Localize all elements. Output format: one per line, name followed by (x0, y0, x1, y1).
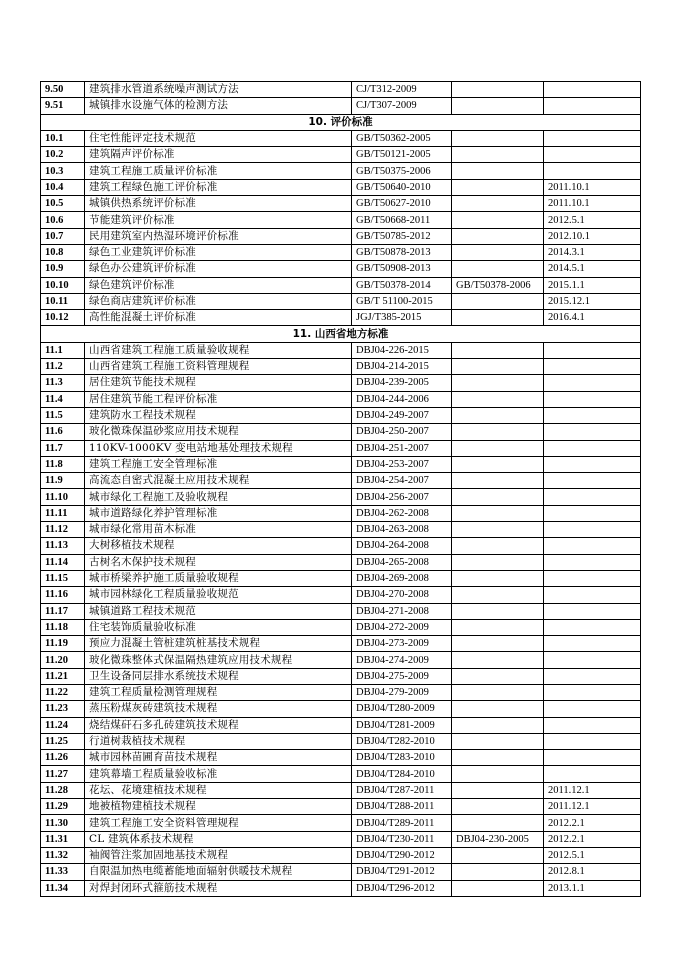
standard-number: 10.8 (41, 244, 85, 260)
table-row (41, 228, 641, 244)
standard-code: DBJ04-274-2009 (352, 652, 452, 668)
standards-table-body (41, 82, 641, 897)
effective-date (544, 456, 641, 472)
standard-number: 11.15 (41, 570, 85, 586)
table-row (41, 733, 641, 749)
standard-code: GB/T50378-2014 (352, 277, 452, 293)
standard-code: CJ/T307-2009 (352, 98, 452, 114)
standard-title: 古树名木保护技术规程 (85, 554, 352, 570)
standard-code: DBJ04-271-2008 (352, 603, 452, 619)
standard-code: DBJ04-250-2007 (352, 424, 452, 440)
standard-number: 11.25 (41, 733, 85, 749)
effective-date (544, 538, 641, 554)
standard-title: 110KV-1000KV 变电站地基处理技术规程 (85, 440, 352, 456)
standard-title: 高性能混凝土评价标准 (85, 310, 352, 326)
section-header-row (41, 114, 641, 130)
replaced-standard (452, 570, 544, 586)
standard-code: DBJ04-273-2009 (352, 636, 452, 652)
effective-date (544, 342, 641, 358)
standard-title: 袖阀管注浆加固地基技术规程 (85, 847, 352, 863)
effective-date (544, 424, 641, 440)
standard-code: DBJ04-262-2008 (352, 505, 452, 521)
replaced-standard (452, 407, 544, 423)
effective-date: 2011.12.1 (544, 782, 641, 798)
table-row (41, 766, 641, 782)
table-row (41, 163, 641, 179)
table-row (41, 424, 641, 440)
standard-title: 城镇排水设施气体的检测方法 (85, 98, 352, 114)
standard-title: 绿色工业建筑评价标准 (85, 244, 352, 260)
standard-title: 蒸压粉煤灰砖建筑技术规程 (85, 701, 352, 717)
standard-number: 11.28 (41, 782, 85, 798)
effective-date (544, 636, 641, 652)
standard-title: 城市道路绿化养护管理标准 (85, 505, 352, 521)
replaced-standard (452, 244, 544, 260)
standard-code: DBJ04/T296-2012 (352, 880, 452, 896)
standard-number: 10.4 (41, 179, 85, 195)
replaced-standard: GB/T50378-2006 (452, 277, 544, 293)
standard-code: GB/T50627-2010 (352, 196, 452, 212)
replaced-standard (452, 342, 544, 358)
table-row (41, 799, 641, 815)
replaced-standard (452, 473, 544, 489)
replaced-standard (452, 456, 544, 472)
standard-title: 城镇供热系统评价标准 (85, 196, 352, 212)
standard-code: DBJ04/T280-2009 (352, 701, 452, 717)
effective-date: 2012.2.1 (544, 815, 641, 831)
standard-number: 11.34 (41, 880, 85, 896)
section-title: 10. 评价标准 (41, 114, 641, 130)
section-title: 11. 山西省地方标准 (41, 326, 641, 342)
standard-title: 山西省建筑工程施工资料管理规程 (85, 359, 352, 375)
table-row (41, 880, 641, 896)
table-row (41, 864, 641, 880)
effective-date: 2012.8.1 (544, 864, 641, 880)
effective-date (544, 603, 641, 619)
standard-title: 山西省建筑工程施工质量验收规程 (85, 342, 352, 358)
table-row (41, 538, 641, 554)
table-row (41, 179, 641, 195)
standard-code: DBJ04/T283-2010 (352, 750, 452, 766)
standard-title: 高流态自密式混凝土应用技术规程 (85, 473, 352, 489)
standard-code: DBJ04-254-2007 (352, 473, 452, 489)
effective-date (544, 522, 641, 538)
standard-number: 11.24 (41, 717, 85, 733)
standard-number: 11.20 (41, 652, 85, 668)
table-row (41, 505, 641, 521)
standard-code: DBJ04-263-2008 (352, 522, 452, 538)
standard-code: GB/T50878-2013 (352, 244, 452, 260)
table-row (41, 212, 641, 228)
standard-number: 11.19 (41, 636, 85, 652)
standard-number: 11.1 (41, 342, 85, 358)
standard-code: JGJ/T385-2015 (352, 310, 452, 326)
replaced-standard (452, 261, 544, 277)
standard-title: 自限温加热电缆蓄能地面辐射供暖技术规程 (85, 864, 352, 880)
replaced-standard (452, 196, 544, 212)
standard-title: 节能建筑评价标准 (85, 212, 352, 228)
standard-code: DBJ04-265-2008 (352, 554, 452, 570)
effective-date (544, 375, 641, 391)
effective-date (544, 668, 641, 684)
effective-date (544, 587, 641, 603)
standard-number: 11.22 (41, 684, 85, 700)
table-row (41, 456, 641, 472)
standard-number: 11.7 (41, 440, 85, 456)
standard-title: 花坛、花境建植技术规程 (85, 782, 352, 798)
effective-date: 2015.12.1 (544, 293, 641, 309)
standard-title: 绿色建筑评价标准 (85, 277, 352, 293)
standard-title: 建筑隔声评价标准 (85, 147, 352, 163)
table-row (41, 750, 641, 766)
replaced-standard (452, 522, 544, 538)
standard-number: 11.18 (41, 619, 85, 635)
standard-number: 10.3 (41, 163, 85, 179)
effective-date: 2016.4.1 (544, 310, 641, 326)
table-row (41, 522, 641, 538)
replaced-standard: DBJ04-230-2005 (452, 831, 544, 847)
replaced-standard (452, 375, 544, 391)
table-row (41, 554, 641, 570)
standard-title: 住宅装饰质量验收标准 (85, 619, 352, 635)
replaced-standard (452, 766, 544, 782)
table-row (41, 196, 641, 212)
standard-code: DBJ04/T288-2011 (352, 799, 452, 815)
replaced-standard (452, 424, 544, 440)
table-row (41, 489, 641, 505)
standard-number: 11.8 (41, 456, 85, 472)
standard-number: 10.5 (41, 196, 85, 212)
replaced-standard (452, 750, 544, 766)
standard-number: 10.12 (41, 310, 85, 326)
standard-number: 11.4 (41, 391, 85, 407)
table-row (41, 847, 641, 863)
replaced-standard (452, 147, 544, 163)
effective-date (544, 147, 641, 163)
standard-number: 11.9 (41, 473, 85, 489)
standard-number: 11.10 (41, 489, 85, 505)
standard-number: 9.50 (41, 82, 85, 98)
standard-title: 对焊封闭环式箍筋技术规程 (85, 880, 352, 896)
standard-code: GB/T50785-2012 (352, 228, 452, 244)
effective-date: 2012.10.1 (544, 228, 641, 244)
replaced-standard (452, 179, 544, 195)
table-row (41, 359, 641, 375)
table-row (41, 636, 641, 652)
effective-date (544, 570, 641, 586)
standard-number: 11.21 (41, 668, 85, 684)
effective-date (544, 684, 641, 700)
replaced-standard (452, 359, 544, 375)
table-row (41, 440, 641, 456)
table-row (41, 310, 641, 326)
standard-number: 11.3 (41, 375, 85, 391)
standard-code: DBJ04-214-2015 (352, 359, 452, 375)
standard-title: 建筑工程施工安全管理标准 (85, 456, 352, 472)
standard-number: 11.11 (41, 505, 85, 521)
effective-date: 2012.5.1 (544, 847, 641, 863)
table-row (41, 619, 641, 635)
standard-title: 建筑防水工程技术规程 (85, 407, 352, 423)
standard-code: DBJ04-244-2006 (352, 391, 452, 407)
table-row (41, 261, 641, 277)
standard-code: DBJ04/T287-2011 (352, 782, 452, 798)
effective-date (544, 391, 641, 407)
replaced-standard (452, 847, 544, 863)
standard-title: 城镇道路工程技术规范 (85, 603, 352, 619)
standard-title: 大树移植技术规程 (85, 538, 352, 554)
effective-date (544, 163, 641, 179)
replaced-standard (452, 538, 544, 554)
standard-code: DBJ04-272-2009 (352, 619, 452, 635)
standard-title: 住宅性能评定技术规范 (85, 130, 352, 146)
standard-code: DBJ04/T281-2009 (352, 717, 452, 733)
replaced-standard (452, 130, 544, 146)
standard-title: 绿色商店建筑评价标准 (85, 293, 352, 309)
standard-code: GB/T50375-2006 (352, 163, 452, 179)
standard-title: 建筑工程质量检测管理规程 (85, 684, 352, 700)
effective-date: 2012.5.1 (544, 212, 641, 228)
standard-code: DBJ04/T282-2010 (352, 733, 452, 749)
standard-title: 民用建筑室内热湿环境评价标准 (85, 228, 352, 244)
standard-code: GB/T50362-2005 (352, 130, 452, 146)
standard-code: DBJ04-270-2008 (352, 587, 452, 603)
standard-number: 11.5 (41, 407, 85, 423)
standard-number: 11.30 (41, 815, 85, 831)
standard-title: 建筑幕墙工程质量验收标准 (85, 766, 352, 782)
replaced-standard (452, 603, 544, 619)
replaced-standard (452, 880, 544, 896)
effective-date: 2011.10.1 (544, 179, 641, 195)
standard-code: GB/T50908-2013 (352, 261, 452, 277)
replaced-standard (452, 293, 544, 309)
effective-date: 2012.2.1 (544, 831, 641, 847)
replaced-standard (452, 440, 544, 456)
table-row (41, 473, 641, 489)
table-row (41, 782, 641, 798)
standard-code: DBJ04/T284-2010 (352, 766, 452, 782)
standard-number: 10.6 (41, 212, 85, 228)
standard-title: 建筑工程施工安全资料管理规程 (85, 815, 352, 831)
standard-title: 居住建筑节能技术规程 (85, 375, 352, 391)
standard-title: 建筑排水管道系统噪声测试方法 (85, 82, 352, 98)
effective-date (544, 717, 641, 733)
standard-code: DBJ04/T289-2011 (352, 815, 452, 831)
standard-number: 10.7 (41, 228, 85, 244)
standard-code: DBJ04-253-2007 (352, 456, 452, 472)
standards-table (40, 81, 641, 897)
table-row (41, 391, 641, 407)
effective-date (544, 489, 641, 505)
table-row (41, 98, 641, 114)
standard-code: DBJ04-279-2009 (352, 684, 452, 700)
table-row (41, 342, 641, 358)
table-row (41, 293, 641, 309)
section-header-row (41, 326, 641, 342)
table-row (41, 407, 641, 423)
standard-title: 城市绿化常用苗木标准 (85, 522, 352, 538)
table-row (41, 701, 641, 717)
replaced-standard (452, 782, 544, 798)
effective-date: 2014.5.1 (544, 261, 641, 277)
standard-code: DBJ04-269-2008 (352, 570, 452, 586)
standard-number: 11.14 (41, 554, 85, 570)
table-row (41, 130, 641, 146)
standard-number: 11.26 (41, 750, 85, 766)
table-row (41, 815, 641, 831)
standard-code: DBJ04-249-2007 (352, 407, 452, 423)
standard-title: 烧结煤矸石多孔砖建筑技术规程 (85, 717, 352, 733)
standard-title: 城市桥梁养护施工质量验收规程 (85, 570, 352, 586)
replaced-standard (452, 864, 544, 880)
replaced-standard (452, 228, 544, 244)
table-row (41, 587, 641, 603)
replaced-standard (452, 619, 544, 635)
standard-number: 11.27 (41, 766, 85, 782)
table-row (41, 684, 641, 700)
effective-date: 2014.3.1 (544, 244, 641, 260)
standard-number: 11.6 (41, 424, 85, 440)
effective-date: 2011.10.1 (544, 196, 641, 212)
replaced-standard (452, 98, 544, 114)
table-row (41, 668, 641, 684)
standard-code: GB/T50668-2011 (352, 212, 452, 228)
standard-number: 11.29 (41, 799, 85, 815)
standard-title: 卫生设备同层排水系统技术规程 (85, 668, 352, 684)
effective-date (544, 652, 641, 668)
standard-code: DBJ04/T230-2011 (352, 831, 452, 847)
replaced-standard (452, 212, 544, 228)
effective-date (544, 766, 641, 782)
effective-date (544, 440, 641, 456)
table-row (41, 717, 641, 733)
standard-number: 10.9 (41, 261, 85, 277)
replaced-standard (452, 717, 544, 733)
effective-date (544, 473, 641, 489)
replaced-standard (452, 684, 544, 700)
standard-code: GB/T50121-2005 (352, 147, 452, 163)
replaced-standard (452, 668, 544, 684)
effective-date (544, 359, 641, 375)
standard-number: 11.23 (41, 701, 85, 717)
table-row (41, 375, 641, 391)
standard-number: 9.51 (41, 98, 85, 114)
standard-title: 城市绿化工程施工及验收规程 (85, 489, 352, 505)
standard-title: 玻化微珠保温砂浆应用技术规程 (85, 424, 352, 440)
effective-date: 2015.1.1 (544, 277, 641, 293)
standard-number: 11.12 (41, 522, 85, 538)
standard-title: 建筑工程施工质量评价标准 (85, 163, 352, 179)
standard-title: 地被植物建植技术规程 (85, 799, 352, 815)
table-row (41, 82, 641, 98)
standard-title: 玻化微珠整体式保温隔热建筑应用技术规程 (85, 652, 352, 668)
standard-number: 10.2 (41, 147, 85, 163)
table-row (41, 570, 641, 586)
standard-title: 绿色办公建筑评价标准 (85, 261, 352, 277)
standard-code: GB/T50640-2010 (352, 179, 452, 195)
standard-number: 10.10 (41, 277, 85, 293)
effective-date (544, 407, 641, 423)
replaced-standard (452, 310, 544, 326)
replaced-standard (452, 701, 544, 717)
table-row (41, 147, 641, 163)
table-row (41, 244, 641, 260)
effective-date (544, 505, 641, 521)
replaced-standard (452, 505, 544, 521)
standard-number: 11.13 (41, 538, 85, 554)
standard-title: 城市园林苗圃育苗技术规程 (85, 750, 352, 766)
standard-number: 11.33 (41, 864, 85, 880)
replaced-standard (452, 815, 544, 831)
standard-title: 预应力混凝土管桩建筑桩基技术规程 (85, 636, 352, 652)
table-row (41, 831, 641, 847)
standard-number: 11.17 (41, 603, 85, 619)
replaced-standard (452, 733, 544, 749)
effective-date (544, 701, 641, 717)
replaced-standard (452, 554, 544, 570)
standard-code: GB/T 51100-2015 (352, 293, 452, 309)
table-row (41, 277, 641, 293)
table-row (41, 603, 641, 619)
replaced-standard (452, 799, 544, 815)
standard-code: DBJ04-239-2005 (352, 375, 452, 391)
effective-date (544, 619, 641, 635)
effective-date: 2011.12.1 (544, 799, 641, 815)
standard-code: DBJ04/T291-2012 (352, 864, 452, 880)
effective-date: 2013.1.1 (544, 880, 641, 896)
standard-title: 建筑工程绿色施工评价标准 (85, 179, 352, 195)
standard-number: 10.11 (41, 293, 85, 309)
effective-date (544, 733, 641, 749)
replaced-standard (452, 391, 544, 407)
standard-title: 城市园林绿化工程质量验收规范 (85, 587, 352, 603)
standard-code: DBJ04/T290-2012 (352, 847, 452, 863)
standard-code: DBJ04-256-2007 (352, 489, 452, 505)
replaced-standard (452, 636, 544, 652)
replaced-standard (452, 652, 544, 668)
table-row (41, 652, 641, 668)
replaced-standard (452, 489, 544, 505)
effective-date (544, 82, 641, 98)
standard-number: 11.32 (41, 847, 85, 863)
effective-date (544, 750, 641, 766)
standard-number: 10.1 (41, 130, 85, 146)
standard-title: 行道树栽植技术规程 (85, 733, 352, 749)
standard-number: 11.2 (41, 359, 85, 375)
standard-number: 11.16 (41, 587, 85, 603)
effective-date (544, 554, 641, 570)
replaced-standard (452, 587, 544, 603)
standard-title: CL 建筑体系技术规程 (85, 831, 352, 847)
standard-code: DBJ04-226-2015 (352, 342, 452, 358)
standard-code: CJ/T312-2009 (352, 82, 452, 98)
effective-date (544, 98, 641, 114)
standard-title: 居住建筑节能工程评价标准 (85, 391, 352, 407)
standard-code: DBJ04-275-2009 (352, 668, 452, 684)
effective-date (544, 130, 641, 146)
standard-code: DBJ04-251-2007 (352, 440, 452, 456)
standard-code: DBJ04-264-2008 (352, 538, 452, 554)
replaced-standard (452, 82, 544, 98)
standard-number: 11.31 (41, 831, 85, 847)
replaced-standard (452, 163, 544, 179)
